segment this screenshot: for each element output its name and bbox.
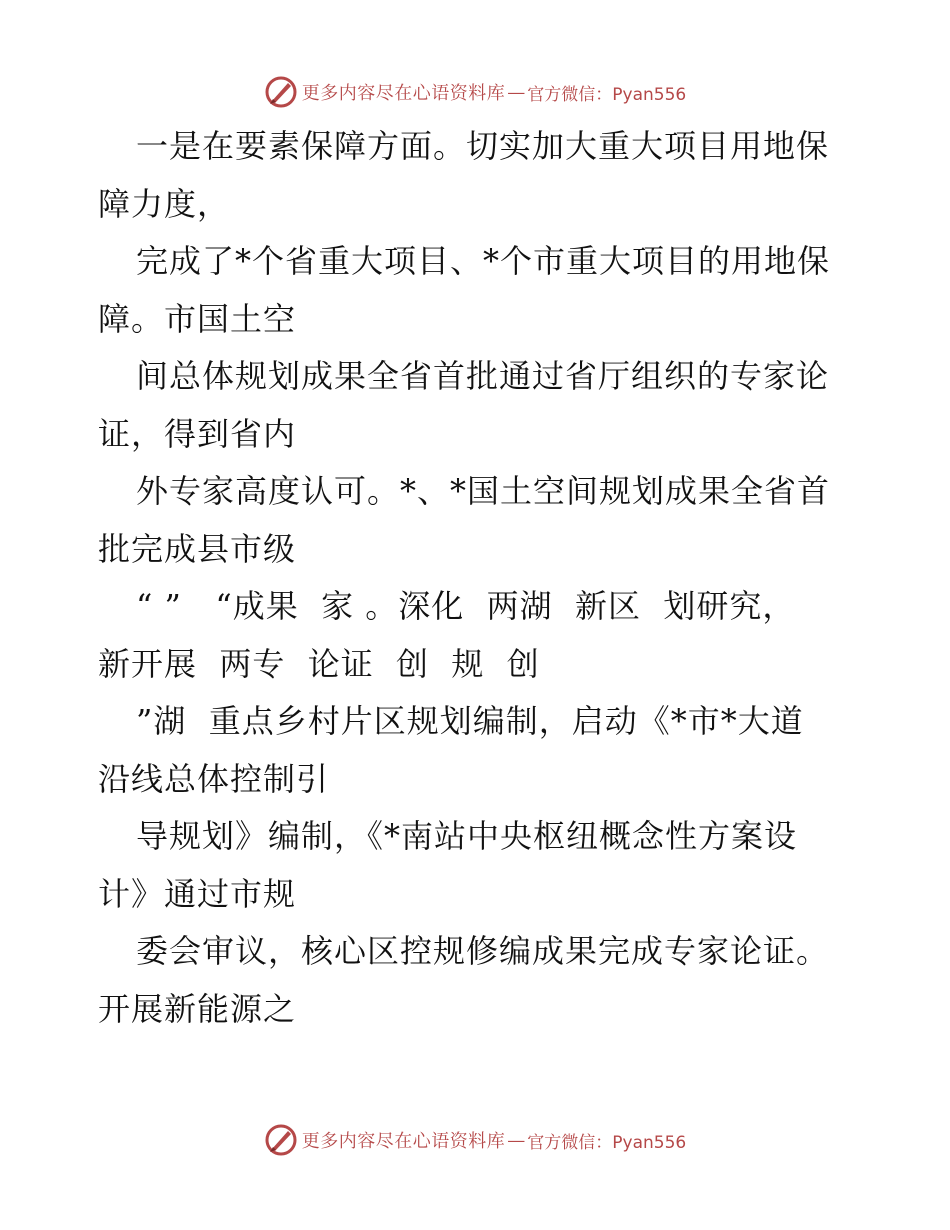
footer-wechat-id: 官方微信：Pyan556 bbox=[527, 1132, 687, 1153]
body-line-5: 间总体规划成果全省首批通过省厅组织的专家论 bbox=[136, 357, 830, 395]
body-line-12: 沿线总体控制引 bbox=[98, 759, 330, 798]
body-line-11: ”湖 重点乡村片区规划编制，启动《*市*大道 bbox=[136, 702, 804, 740]
body-line-8: 批完成县市级 bbox=[98, 529, 297, 568]
body-line-13: 导规划》编制，《*南站中央枢纽概念性方案设 bbox=[136, 817, 798, 855]
body-line-15: 委会审议，核心区控规修编成果完成专家论证。 bbox=[136, 932, 830, 970]
header-site-name: 更多内容尽在心语资料库 bbox=[301, 83, 506, 104]
body-line-7: 外专家高度认可。*、*国土空间规划成果全省首 bbox=[136, 472, 831, 510]
body-line-14: 计》通过市规 bbox=[98, 874, 297, 913]
body-line-1: 一是在要素保障方面。切实加大重大项目用地保 bbox=[136, 127, 830, 165]
body-line-10: 新开展 两专 论证 创 规 创 bbox=[98, 644, 540, 683]
document-body bbox=[98, 118, 858, 1038]
page-footer-banner bbox=[0, 1120, 950, 1160]
page-header-banner bbox=[0, 72, 950, 112]
footer-dash: — bbox=[507, 1129, 526, 1151]
header-dash: — bbox=[507, 81, 526, 103]
body-line-2: 障力度， bbox=[98, 184, 231, 223]
footer-site-name: 更多内容尽在心语资料库 bbox=[301, 1131, 506, 1152]
body-line-16: 开展新能源之 bbox=[98, 989, 297, 1028]
body-line-3: 完成了*个省重大项目、*个市重大项目的用地保 bbox=[136, 242, 831, 280]
quill-pen-logo-icon bbox=[264, 1123, 298, 1157]
body-line-9: “ ” “成果 家 。深化 两湖 新区 划研究， bbox=[136, 587, 796, 625]
body-line-4: 障。市国土空 bbox=[98, 299, 297, 338]
quill-pen-logo-icon bbox=[264, 75, 298, 109]
header-wechat-id: 官方微信：Pyan556 bbox=[527, 84, 687, 105]
body-line-6: 证，得到省内 bbox=[98, 414, 297, 453]
